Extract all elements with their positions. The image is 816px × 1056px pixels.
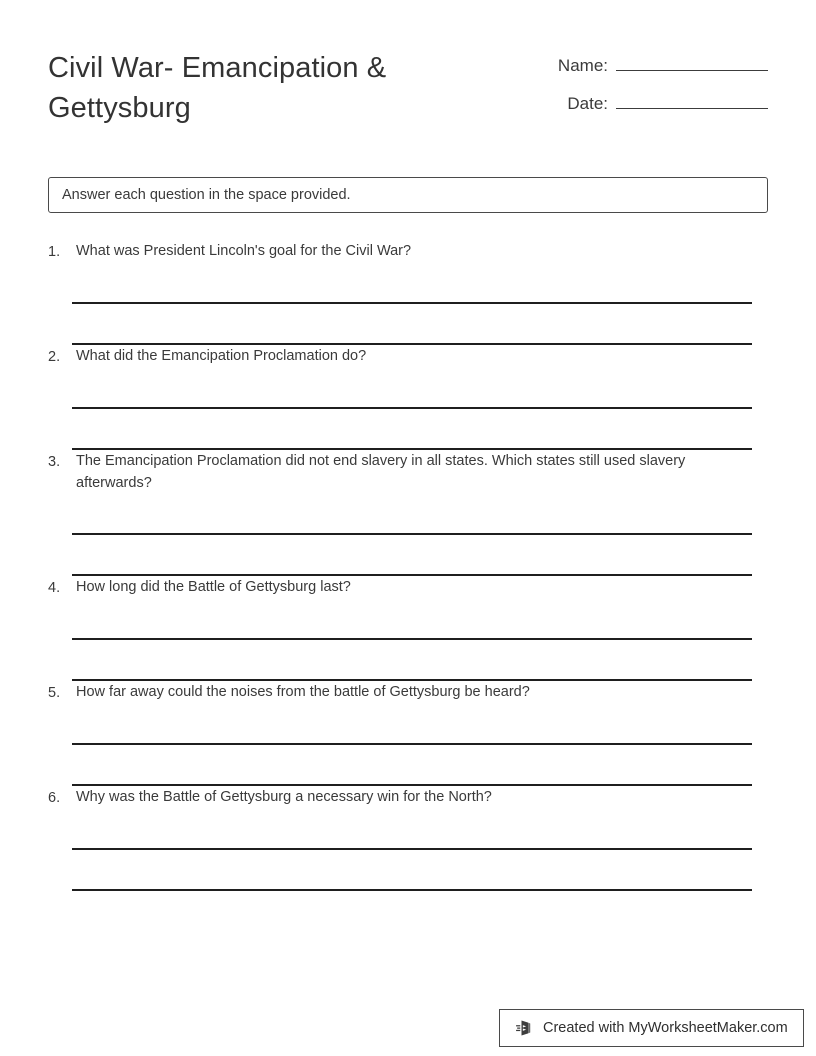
instruction-box xyxy=(48,177,768,213)
question-text: The Emancipation Proclamation did not end slavery in all states. Which states still used slavery afterwards? xyxy=(76,453,686,491)
question-block xyxy=(48,681,768,786)
name-input-line[interactable] xyxy=(616,50,768,71)
name-date-fields xyxy=(496,44,768,126)
question-number: 6. xyxy=(48,790,61,806)
answer-line[interactable] xyxy=(72,850,752,891)
answer-line[interactable] xyxy=(72,599,752,640)
answer-line[interactable] xyxy=(72,704,752,745)
question-number: 2. xyxy=(48,349,61,365)
question-text: How long did the Battle of Gettysburg last? xyxy=(76,579,351,595)
question-block xyxy=(48,450,768,576)
date-label: Date: xyxy=(567,94,608,113)
answer-line[interactable] xyxy=(72,494,752,535)
page-title: Civil War- Emancipation & Gettysburg xyxy=(48,52,387,124)
answer-line[interactable] xyxy=(72,304,752,345)
question-text: Why was the Battle of Gettysburg a necessary win for the North? xyxy=(76,789,492,805)
answer-line[interactable] xyxy=(72,640,752,681)
worksheet-maker-logo-icon xyxy=(514,1018,534,1038)
answer-lines xyxy=(72,809,752,891)
instruction-text: Answer each question in the space provided. xyxy=(62,187,351,203)
badge-label: Created with MyWorksheetMaker.com xyxy=(543,1020,788,1036)
question-text: How far away could the noises from the battle of Gettysburg be heard? xyxy=(76,684,530,700)
questions-list xyxy=(48,240,768,891)
question-number: 1. xyxy=(48,244,61,260)
question-number: 5. xyxy=(48,685,61,701)
answer-line[interactable] xyxy=(72,409,752,450)
answer-line[interactable] xyxy=(72,745,752,786)
question-number: 3. xyxy=(48,454,61,470)
answer-lines xyxy=(72,599,752,681)
created-with-badge[interactable] xyxy=(499,1009,804,1047)
answer-line[interactable] xyxy=(72,535,752,576)
question-number: 4. xyxy=(48,580,61,596)
answer-line[interactable] xyxy=(72,263,752,304)
answer-lines xyxy=(72,263,752,345)
question-row xyxy=(48,240,768,263)
answer-line[interactable] xyxy=(72,809,752,850)
answer-lines xyxy=(72,494,752,576)
answer-lines xyxy=(72,704,752,786)
question-text: What did the Emancipation Proclamation do? xyxy=(76,348,367,364)
answer-line[interactable] xyxy=(72,368,752,409)
question-block xyxy=(48,576,768,681)
question-row xyxy=(48,345,768,368)
question-row xyxy=(48,786,768,809)
question-text: What was President Lincoln's goal for the Civil War? xyxy=(76,243,412,259)
answer-lines xyxy=(72,368,752,450)
date-field-row xyxy=(496,88,768,126)
name-label: Name: xyxy=(557,56,608,75)
question-block xyxy=(48,786,768,891)
question-block xyxy=(48,345,768,450)
question-row xyxy=(48,576,768,599)
date-input-line[interactable] xyxy=(616,88,768,109)
name-field-row xyxy=(496,50,768,88)
question-row xyxy=(48,681,768,704)
question-block xyxy=(48,240,768,345)
worksheet-header xyxy=(48,44,768,128)
question-row xyxy=(48,450,768,494)
